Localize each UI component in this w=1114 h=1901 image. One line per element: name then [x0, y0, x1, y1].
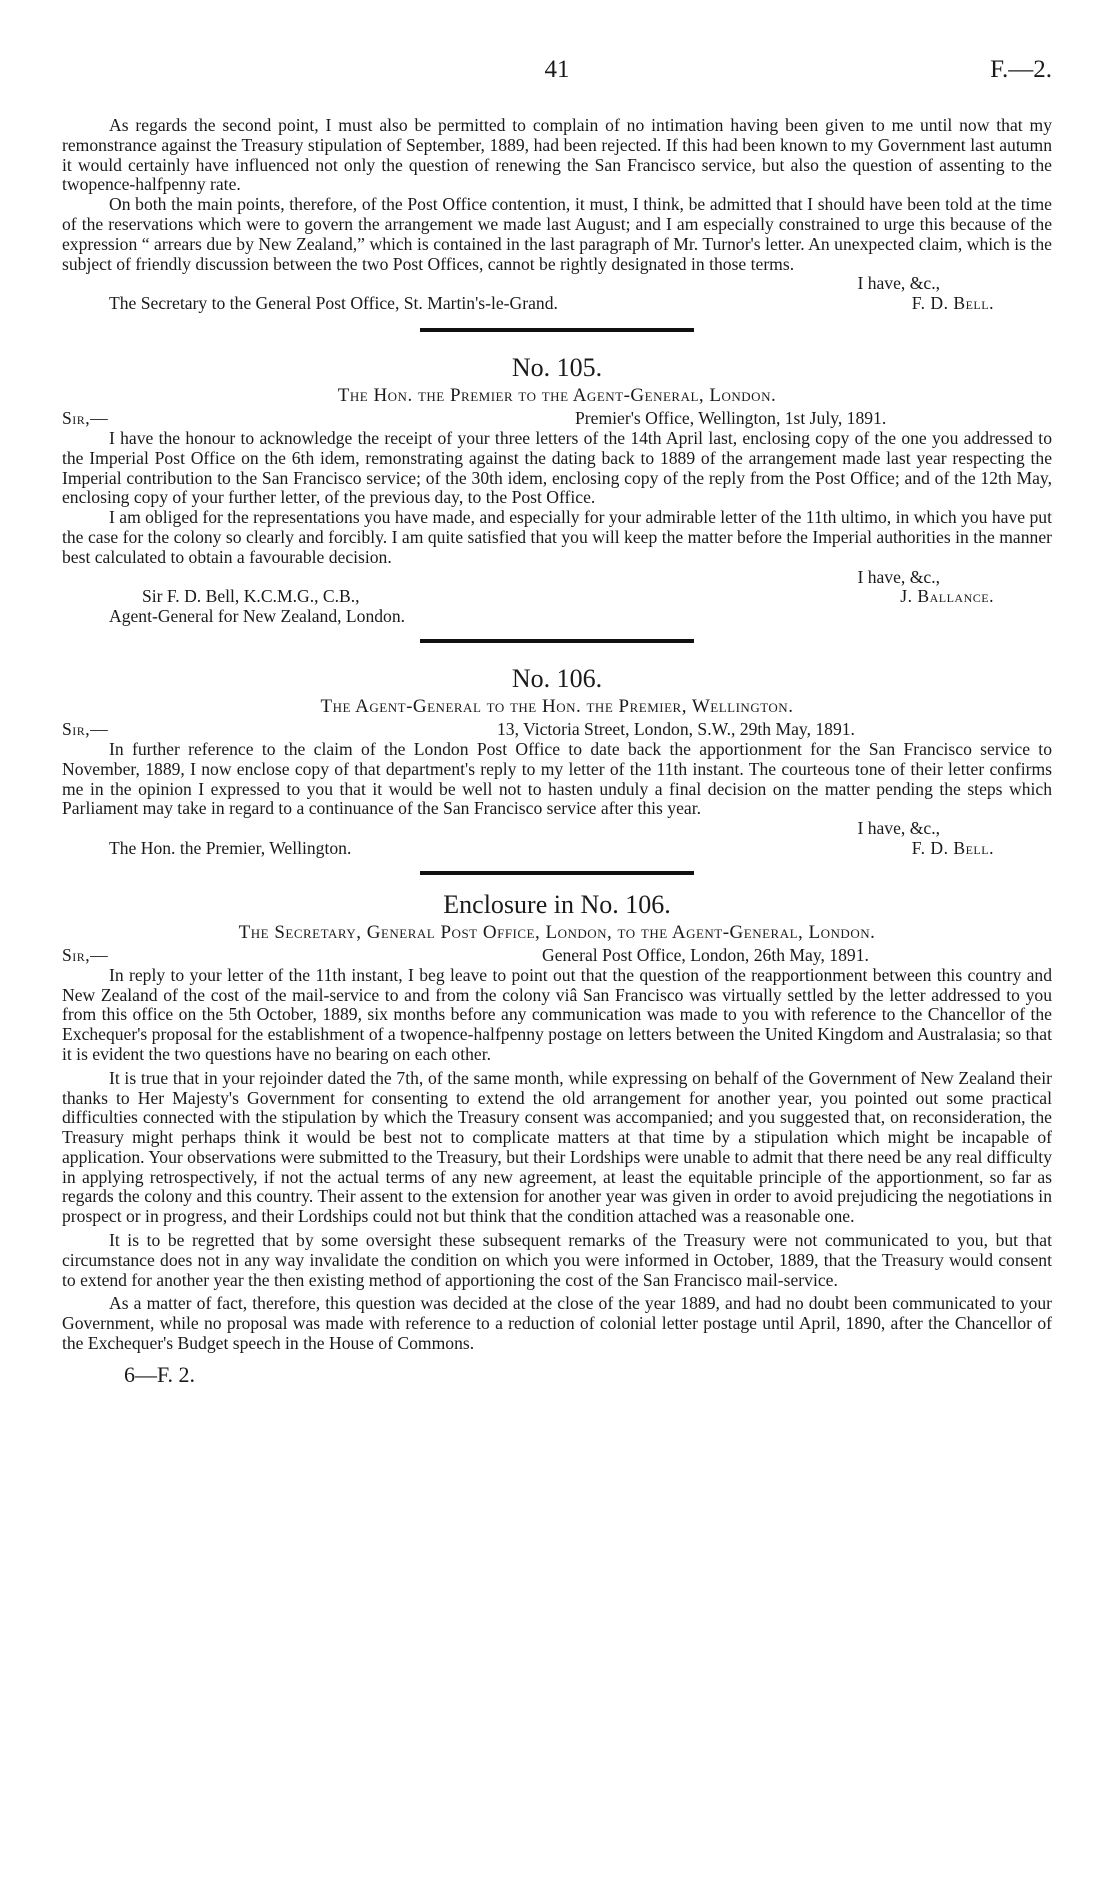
- letter-105-closing-line: [62, 568, 1052, 588]
- intro-paragraph-2: On both the main points, therefore, of the Post Office contention, it must, I think, be admitted that I should have been told at the time of the reservations which were to govern the arrangement we made last August; and I am especially constrained to urge this because of the expression “ arrears due by New Zealand,” which is contained in the last paragraph of Mr. Turnor's letter. An unexpected claim, which is the subject of friendly discussion between the two Post Offices, cannot be rightly designated in those terms.: [62, 194, 1052, 274]
- intro-signature: F. D. Bell.: [911, 293, 994, 314]
- letter-106-place-date: 13, Victoria Street, London, S.W., 29th May, 1891.: [497, 718, 855, 739]
- letter-105-addressee-line: [62, 607, 1052, 627]
- paper-reference: F.—2.: [990, 56, 1052, 83]
- letter-106-sir-line: [62, 719, 1052, 740]
- intro-closing-line: [62, 274, 1052, 294]
- signature-mark: 6—F. 2.: [124, 1361, 195, 1387]
- page-number: 41: [544, 56, 570, 83]
- letter-105-paragraph-2: I am obliged for the representations you have made, and especially for your admirable letter of the 11th ultimo, in which you have put the case for the colony so clearly and forcibly. I am quite satisfied that you will keep the matter before the Imperial authorities in the manner best calculated to obtain a favourable decision.: [62, 507, 1052, 567]
- letter-106-addressee: The Hon. the Premier, Wellington.: [109, 837, 352, 858]
- enclosure-heading: The Secretary, General Post Office, London, to the Agent-General, London.: [238, 921, 876, 943]
- section-divider: [420, 328, 694, 332]
- letter-105-number: No. 105.: [511, 352, 603, 382]
- letter-105-salutation: Sir,—: [62, 407, 109, 428]
- enclosure-place-date: General Post Office, London, 26th May, 1891.: [542, 944, 869, 965]
- letter-105-sir-line: [62, 408, 1052, 429]
- letter-105-sign-line: [62, 587, 1052, 607]
- enclosure-paragraph-3: It is to be regretted that by some oversight these subsequent remarks of the Treasury were not communicated to you, but that circumstance does not in any way invalidate the condition on which you were informed in October, 1889, that the Treasury would consent to extend for another year the then existing method of apportioning the cost of the San Francisco mail-service.: [62, 1230, 1052, 1290]
- letter-105-paragraph-1: I have the honour to acknowledge the receipt of your three letters of the 14th April last, enclosing copy of the one you addressed to the Imperial Post Office on the 6th idem, remonstrating against the dating back to 1889 of the arrangement made last year respecting the Imperial contribution to the San Francisco service; of the 30th idem, enclosing copy of the reply from the Post Office; and of the 12th May, enclosing copy of your further letter, of the previous day, to the Post Office.: [62, 427, 1052, 508]
- intro-closing: I have, &c.,: [857, 273, 940, 294]
- letter-106-closing-line: [62, 819, 1052, 839]
- letter-105-signature: J. Ballance.: [900, 586, 994, 607]
- letter-106-paragraph-1: In further reference to the claim of the London Post Office to date back the apportionment for the San Francisco service to November, 1889, I now enclose copy of that department's reply to my letter of the 11th instant. The courteous tone of their letter confirms me in the opinion I expressed to you that it would be well not to hasten unduly a final decision on the matter pending the steps which Parliament may take in regard to a continuance of the San Francisco service after this year.: [62, 738, 1052, 819]
- letter-106-heading: The Agent-General to the Hon. the Premier, Wellington.: [320, 695, 794, 717]
- enclosure-salutation: Sir,—: [62, 944, 109, 965]
- section-divider: [420, 639, 694, 643]
- enclosure-title: Enclosure in No. 106.: [443, 889, 671, 919]
- enclosure-paragraph-1: In reply to your letter of the 11th instant, I beg leave to point out that the question of the reapportionment between this country and New Zealand of the cost of the mail-service to and from the colony viâ San Francisco was virtually settled by the letter addressed to you from this office on the 5th October, 1889, six months before any communication was made to you with reference to the Chancellor of the Exchequer's proposal for the establishment of a twopence-halfpenny postage on letters between the United Kingdom and Australasia; so that it is evident the two questions have no bearing on each other.: [62, 964, 1052, 1064]
- enclosure-sir-line: [62, 945, 1052, 966]
- letter-105-addressee-1: Sir F. D. Bell, K.C.M.G., C.B.,: [142, 586, 360, 607]
- letter-105-heading: The Hon. the Premier to the Agent-General, London.: [337, 384, 777, 406]
- letter-106-closing: I have, &c.,: [857, 818, 940, 839]
- letter-106-number: No. 106.: [511, 663, 603, 693]
- enclosure-paragraph-2: It is true that in your rejoinder dated the 7th, of the same month, while expressing on behalf of the Government of New Zealand their thanks to Her Majesty's Government for consenting to extend the old arrangement for another year, you pointed out some practical difficulties connected with the stipulation by which the Treasury consent was accompanied; and you suggested that, on reconsideration, the Treasury might perhaps think it would be best not to complicate matters at that time by a stipulation which might be incapable of application. Your observations were submitted to the Treasury, but their Lordships were unable to admit that there need be any real difficulty in applying retrospectively, if not the actual terms of any new agreement, at least the equitable principle of the apportionment, so far as regards the colony and this country. Their assent to the extension for another year was given in order to avoid prejudicing the negotiations in prospect or in progress, and their Lordships could not but think that the condition attached was a reasonable one.: [62, 1067, 1052, 1227]
- intro-paragraph-1: As regards the second point, I must also be permitted to complain of no intimation having been given to me until now that my remonstrance against the Treasury stipulation of September, 1889, had been rejected. If this had been known to my Government last autumn it would certainly have influenced not only the question of renewing the San Francisco service, but also the question of assenting to the twopence-halfpenny rate.: [62, 115, 1052, 195]
- letter-105-addressee-2: Agent-General for New Zealand, London.: [109, 606, 406, 627]
- letter-106-signature: F. D. Bell.: [911, 837, 994, 858]
- document-body: [62, 116, 1052, 1388]
- letter-105-place-date: Premier's Office, Wellington, 1st July, 1891.: [575, 407, 887, 428]
- letter-105-closing: I have, &c.,: [857, 566, 940, 587]
- enclosure-paragraph-4: As a matter of fact, therefore, this question was decided at the close of the year 1889, and had no doubt been communicated to your Government, while no proposal was made with reference to a reduction of colonial letter postage until April, 1890, after the Chancellor of the Exchequer's Budget speech in the House of Commons.: [62, 1293, 1052, 1354]
- intro-sign-line: [62, 294, 1052, 314]
- letter-106-salutation: Sir,—: [62, 718, 109, 739]
- intro-addressee: The Secretary to the General Post Office, St. Martin's-le-Grand.: [109, 293, 558, 314]
- section-divider: [420, 871, 694, 875]
- letter-106-sign-line: [62, 839, 1052, 859]
